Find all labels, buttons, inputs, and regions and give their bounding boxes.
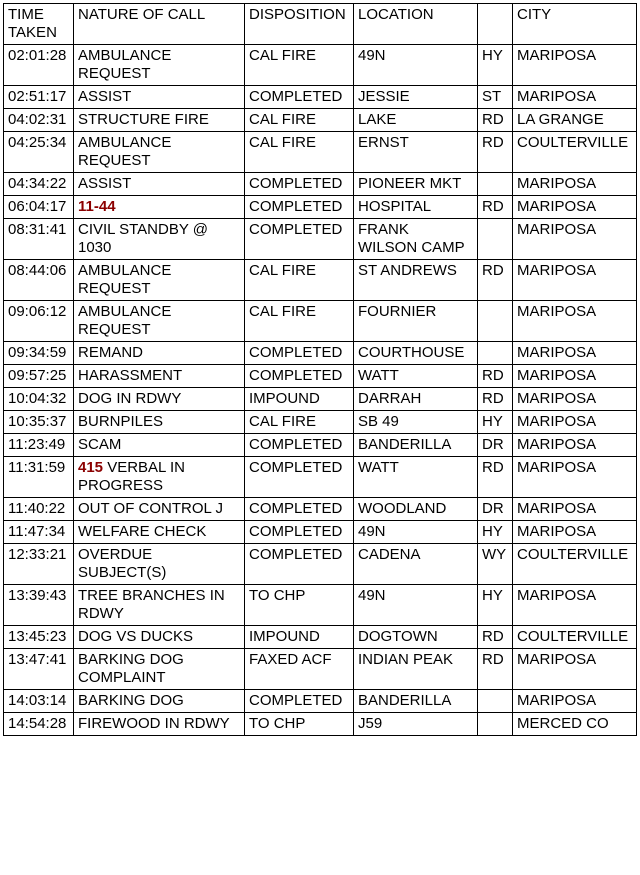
nature-cell	[74, 713, 245, 736]
location-cell: FOURNIER	[354, 301, 478, 342]
nature-text: DOG VS DUCKS	[78, 628, 194, 645]
nature-cell	[74, 690, 245, 713]
header-time-taken: TIME TAKEN	[4, 4, 74, 45]
nature-text: BARKING DOG COMPLAINT	[78, 651, 184, 686]
time-cell: 10:04:32	[4, 388, 74, 411]
suffix-cell	[478, 690, 513, 713]
suffix-cell: RD	[478, 626, 513, 649]
nature-cell	[74, 457, 245, 498]
city-cell: COULTERVILLE	[513, 626, 637, 649]
time-cell: 08:44:06	[4, 260, 74, 301]
city-cell: MARIPOSA	[513, 649, 637, 690]
header-row	[4, 4, 637, 45]
suffix-cell: HY	[478, 585, 513, 626]
time-cell: 02:01:28	[4, 45, 74, 86]
location-cell: FRANK WILSON CAMP	[354, 219, 478, 260]
location-cell: HOSPITAL	[354, 196, 478, 219]
disposition-cell: COMPLETED	[245, 690, 354, 713]
time-cell: 09:57:25	[4, 365, 74, 388]
disposition-cell: CAL FIRE	[245, 45, 354, 86]
time-cell: 13:47:41	[4, 649, 74, 690]
disposition-cell: CAL FIRE	[245, 301, 354, 342]
time-cell: 04:02:31	[4, 109, 74, 132]
nature-cell	[74, 219, 245, 260]
nature-text: WELFARE CHECK	[78, 523, 207, 540]
table-row	[4, 498, 637, 521]
suffix-cell: RD	[478, 260, 513, 301]
location-cell: DOGTOWN	[354, 626, 478, 649]
city-cell: MARIPOSA	[513, 521, 637, 544]
nature-text: STRUCTURE FIRE	[78, 111, 209, 128]
suffix-cell: RD	[478, 196, 513, 219]
city-cell: MARIPOSA	[513, 196, 637, 219]
time-cell: 11:40:22	[4, 498, 74, 521]
disposition-cell: COMPLETED	[245, 521, 354, 544]
nature-text: AMBULANCE REQUEST	[78, 47, 172, 82]
suffix-cell	[478, 342, 513, 365]
table-row	[4, 690, 637, 713]
table-row	[4, 434, 637, 457]
nature-cell	[74, 388, 245, 411]
call-log-table	[3, 3, 637, 736]
nature-text: SCAM	[78, 436, 122, 453]
location-cell: JESSIE	[354, 86, 478, 109]
disposition-cell: IMPOUND	[245, 626, 354, 649]
disposition-cell: CAL FIRE	[245, 411, 354, 434]
location-cell: ST ANDREWS	[354, 260, 478, 301]
table-row	[4, 173, 637, 196]
nature-text: VERBAL IN PROGRESS	[78, 459, 186, 494]
disposition-cell: COMPLETED	[245, 173, 354, 196]
suffix-cell: RD	[478, 365, 513, 388]
location-cell: J59	[354, 713, 478, 736]
table-row	[4, 411, 637, 434]
disposition-cell: COMPLETED	[245, 498, 354, 521]
nature-cell	[74, 45, 245, 86]
disposition-cell: CAL FIRE	[245, 260, 354, 301]
suffix-cell	[478, 301, 513, 342]
location-cell: INDIAN PEAK	[354, 649, 478, 690]
table-row	[4, 544, 637, 585]
suffix-cell: DR	[478, 434, 513, 457]
table-row	[4, 109, 637, 132]
city-cell: MARIPOSA	[513, 342, 637, 365]
disposition-cell: COMPLETED	[245, 544, 354, 585]
table-row	[4, 388, 637, 411]
time-cell: 06:04:17	[4, 196, 74, 219]
location-cell: PIONEER MKT	[354, 173, 478, 196]
city-cell: MARIPOSA	[513, 411, 637, 434]
nature-text: AMBULANCE REQUEST	[78, 134, 172, 169]
disposition-cell: FAXED ACF	[245, 649, 354, 690]
city-cell: MARIPOSA	[513, 173, 637, 196]
nature-text: ASSIST	[78, 175, 132, 192]
nature-cell	[74, 434, 245, 457]
disposition-cell: COMPLETED	[245, 86, 354, 109]
city-cell: MARIPOSA	[513, 301, 637, 342]
suffix-cell: RD	[478, 649, 513, 690]
nature-cell	[74, 365, 245, 388]
city-cell: MARIPOSA	[513, 260, 637, 301]
header-disposition: DISPOSITION	[245, 4, 354, 45]
city-cell: MARIPOSA	[513, 219, 637, 260]
nature-cell	[74, 260, 245, 301]
location-cell: COURTHOUSE	[354, 342, 478, 365]
disposition-cell: CAL FIRE	[245, 109, 354, 132]
suffix-cell: RD	[478, 109, 513, 132]
time-cell: 11:23:49	[4, 434, 74, 457]
nature-text: ASSIST	[78, 88, 132, 105]
disposition-cell: COMPLETED	[245, 457, 354, 498]
table-row	[4, 713, 637, 736]
time-cell: 10:35:37	[4, 411, 74, 434]
location-cell: LAKE	[354, 109, 478, 132]
disposition-cell: COMPLETED	[245, 219, 354, 260]
time-cell: 11:47:34	[4, 521, 74, 544]
table-row	[4, 649, 637, 690]
location-cell: BANDERILLA	[354, 434, 478, 457]
city-cell: MARIPOSA	[513, 585, 637, 626]
nature-cell	[74, 544, 245, 585]
nature-cell	[74, 626, 245, 649]
table-row	[4, 457, 637, 498]
time-cell: 13:39:43	[4, 585, 74, 626]
time-cell: 13:45:23	[4, 626, 74, 649]
city-cell: MARIPOSA	[513, 365, 637, 388]
table-row	[4, 196, 637, 219]
location-cell: 49N	[354, 45, 478, 86]
city-cell: MARIPOSA	[513, 45, 637, 86]
suffix-cell: RD	[478, 457, 513, 498]
nature-text: HARASSMENT	[78, 367, 183, 384]
suffix-cell: HY	[478, 411, 513, 434]
header-location: LOCATION	[354, 4, 478, 45]
city-cell: COULTERVILLE	[513, 132, 637, 173]
nature-text: TREE BRANCHES IN RDWY	[78, 587, 225, 622]
nature-text: BARKING DOG	[78, 692, 184, 709]
table-row	[4, 521, 637, 544]
nature-cell	[74, 411, 245, 434]
nature-cell	[74, 196, 245, 219]
nature-cell	[74, 132, 245, 173]
time-cell: 14:03:14	[4, 690, 74, 713]
nature-cell	[74, 342, 245, 365]
nature-text: REMAND	[78, 344, 144, 361]
city-cell: MERCED CO	[513, 713, 637, 736]
nature-cell	[74, 109, 245, 132]
nature-text: OUT OF CONTROL J	[78, 500, 224, 517]
disposition-cell: COMPLETED	[245, 342, 354, 365]
time-cell: 14:54:28	[4, 713, 74, 736]
nature-text: DOG IN RDWY	[78, 390, 182, 407]
location-cell: 49N	[354, 521, 478, 544]
table-row	[4, 301, 637, 342]
location-cell: WATT	[354, 457, 478, 498]
city-cell: MARIPOSA	[513, 86, 637, 109]
nature-text: BURNPILES	[78, 413, 164, 430]
header-city: CITY	[513, 4, 637, 45]
call-code: 415	[78, 459, 104, 476]
nature-text: CIVIL STANDBY @ 1030	[78, 221, 208, 256]
table-row	[4, 585, 637, 626]
suffix-cell	[478, 713, 513, 736]
suffix-cell: WY	[478, 544, 513, 585]
table-row	[4, 86, 637, 109]
city-cell: LA GRANGE	[513, 109, 637, 132]
table-row	[4, 132, 637, 173]
table-row	[4, 219, 637, 260]
call-log-body	[4, 4, 637, 736]
city-cell: MARIPOSA	[513, 434, 637, 457]
disposition-cell: CAL FIRE	[245, 132, 354, 173]
city-cell: MARIPOSA	[513, 388, 637, 411]
header-nature-of-call: NATURE OF CALL	[74, 4, 245, 45]
header-suffix	[478, 4, 513, 45]
disposition-cell: TO CHP	[245, 585, 354, 626]
location-cell: ERNST	[354, 132, 478, 173]
disposition-cell: COMPLETED	[245, 434, 354, 457]
location-cell: DARRAH	[354, 388, 478, 411]
city-cell: MARIPOSA	[513, 690, 637, 713]
nature-cell	[74, 173, 245, 196]
suffix-cell: RD	[478, 132, 513, 173]
location-cell: 49N	[354, 585, 478, 626]
suffix-cell: DR	[478, 498, 513, 521]
time-cell: 02:51:17	[4, 86, 74, 109]
nature-cell	[74, 521, 245, 544]
time-cell: 09:06:12	[4, 301, 74, 342]
location-cell: SB 49	[354, 411, 478, 434]
location-cell: BANDERILLA	[354, 690, 478, 713]
nature-cell	[74, 86, 245, 109]
location-cell: WATT	[354, 365, 478, 388]
location-cell: CADENA	[354, 544, 478, 585]
table-row	[4, 342, 637, 365]
time-cell: 11:31:59	[4, 457, 74, 498]
location-cell: WOODLAND	[354, 498, 478, 521]
suffix-cell: HY	[478, 45, 513, 86]
table-row	[4, 626, 637, 649]
nature-text: AMBULANCE REQUEST	[78, 262, 172, 297]
nature-text: FIREWOOD IN RDWY	[78, 715, 230, 732]
city-cell: COULTERVILLE	[513, 544, 637, 585]
suffix-cell: ST	[478, 86, 513, 109]
suffix-cell	[478, 219, 513, 260]
nature-cell	[74, 301, 245, 342]
suffix-cell: HY	[478, 521, 513, 544]
table-row	[4, 365, 637, 388]
time-cell: 09:34:59	[4, 342, 74, 365]
suffix-cell	[478, 173, 513, 196]
suffix-cell: RD	[478, 388, 513, 411]
time-cell: 04:34:22	[4, 173, 74, 196]
time-cell: 12:33:21	[4, 544, 74, 585]
city-cell: MARIPOSA	[513, 498, 637, 521]
nature-text: AMBULANCE REQUEST	[78, 303, 172, 338]
city-cell: MARIPOSA	[513, 457, 637, 498]
table-row	[4, 45, 637, 86]
disposition-cell: COMPLETED	[245, 196, 354, 219]
table-row	[4, 260, 637, 301]
time-cell: 08:31:41	[4, 219, 74, 260]
time-cell: 04:25:34	[4, 132, 74, 173]
nature-cell	[74, 649, 245, 690]
nature-cell	[74, 498, 245, 521]
call-code: 11-44	[78, 198, 116, 215]
disposition-cell: IMPOUND	[245, 388, 354, 411]
nature-text: OVERDUE SUBJECT(S)	[78, 546, 167, 581]
disposition-cell: COMPLETED	[245, 365, 354, 388]
disposition-cell: TO CHP	[245, 713, 354, 736]
nature-cell	[74, 585, 245, 626]
